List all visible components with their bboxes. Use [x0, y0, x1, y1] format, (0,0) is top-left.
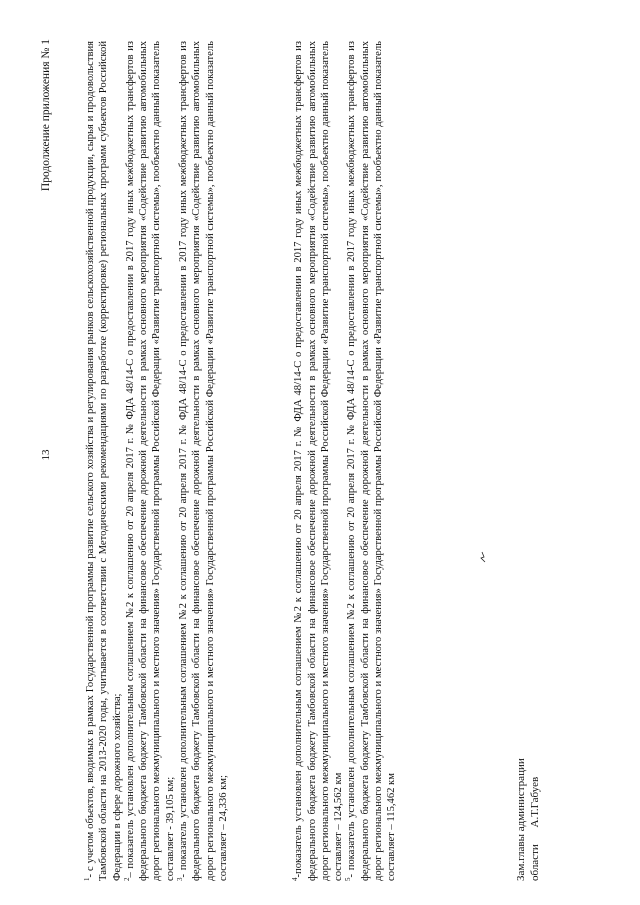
- rotated-content: [40, 25, 640, 885]
- footnote-mark: 2: [122, 877, 131, 881]
- footnote-text: - с учетом объектов, вводимых в рамках Государственной программы развитие сельского хозяйства и регулирования рынков сельскохозяйственной продукции, сырья и продовольствия Тамбовской области на 2013-2020 годы, учитывается в соответствии с Методическими рекомендациями по разработке (корректировке) региональных программ субъектов Российской Федерации в сфере дорожного хозяйства;: [85, 41, 123, 881]
- footnote-mark: 3: [176, 877, 185, 881]
- signature-region: области: [529, 844, 541, 881]
- page-number: 13: [40, 449, 52, 461]
- footnote-4: [292, 41, 345, 881]
- footnote-text: – показатель установлен дополнительным соглашением №2 к соглашению от 20 апреля 2017 г. № ФДА 48/14-С о предоставлении в 2017 году иных межбюджетных трансфертов из федерального бюджета бюджету Тамбовской области на финансовое обеспечение дорожной деятельности в рамках основного мероприятия «Содействие развитию автомобильных дорог регионального межмуниципального и местного значения» Государственной программы Российской Федерации «Развитие транспортной системы», пообъектно данный показатель составляет - 39,105 км;: [124, 41, 176, 881]
- signature-title: Зам.главы администрации: [515, 758, 527, 881]
- footnote-1: [84, 41, 124, 881]
- footnote-2: [124, 41, 177, 881]
- footnote-mark: 1: [83, 877, 91, 881]
- footnote-text: -показатель установлен дополнительным соглашением №2 к соглашению от 20 апреля 2017 г. № ФДА 48/14-С о предоставлении в 2017 году иных межбюджетных трансфертов из федерального бюджета бюджету Тамбовской области на финансовое обеспечение дорожной деятельности в рамках основного мероприятия «Содействие развитию автомобильных дорог регионального межмуниципального и местного значения» Государственной программы Российской Федерации «Развитие транспортной системы», пообъектно данный показатель составляет – 124,562 км: [293, 41, 345, 881]
- footnote-text: - показатель установлен дополнительным соглашением №2 к соглашению от 20 апреля 2017 г. № ФДА 48/14-С о предоставлении в 2017 году иных межбюджетных трансфертов из федерального бюджета бюджету Тамбовской области на финансовое обеспечение дорожной деятельности в рамках основного мероприятия «Содействие развитию автомобильных дорог регионального межмуниципального и местного значения» Государственной программы Российской Федерации «Развитие транспортной системы», пообъектно данный показатель составляет – 115,462 км: [346, 41, 398, 881]
- signature-name: А.Т.Габуев: [529, 776, 541, 828]
- footnotes: [84, 41, 399, 881]
- pen-mark-icon: [480, 551, 486, 563]
- footnote-3: [177, 41, 230, 881]
- footnote-mark: 5: [344, 877, 353, 881]
- signature-block: [514, 758, 542, 881]
- footnote-text: - показатель установлен дополнительным соглашением №2 к соглашению от 20 апреля 2017 г. № ФДА 48/14-С о предоставлении в 2017 году иных межбюджетных трансфертов из федерального бюджета бюджету Тамбовской области на финансовое обеспечение дорожной деятельности в рамках основного мероприятия «Содействие развитию автомобильных дорог регионального межмуниципального и местного значения» Государственной программы Российской Федерации «Развитие транспортной системы», пообъектно данный показатель составляет – 24,336 км;: [178, 41, 229, 881]
- footnote-5: [345, 41, 398, 881]
- spacer: [230, 41, 292, 881]
- signature-line: [528, 758, 542, 881]
- footnote-mark: 4: [291, 877, 300, 881]
- appendix-heading: Продолжение приложения № 1: [40, 39, 52, 192]
